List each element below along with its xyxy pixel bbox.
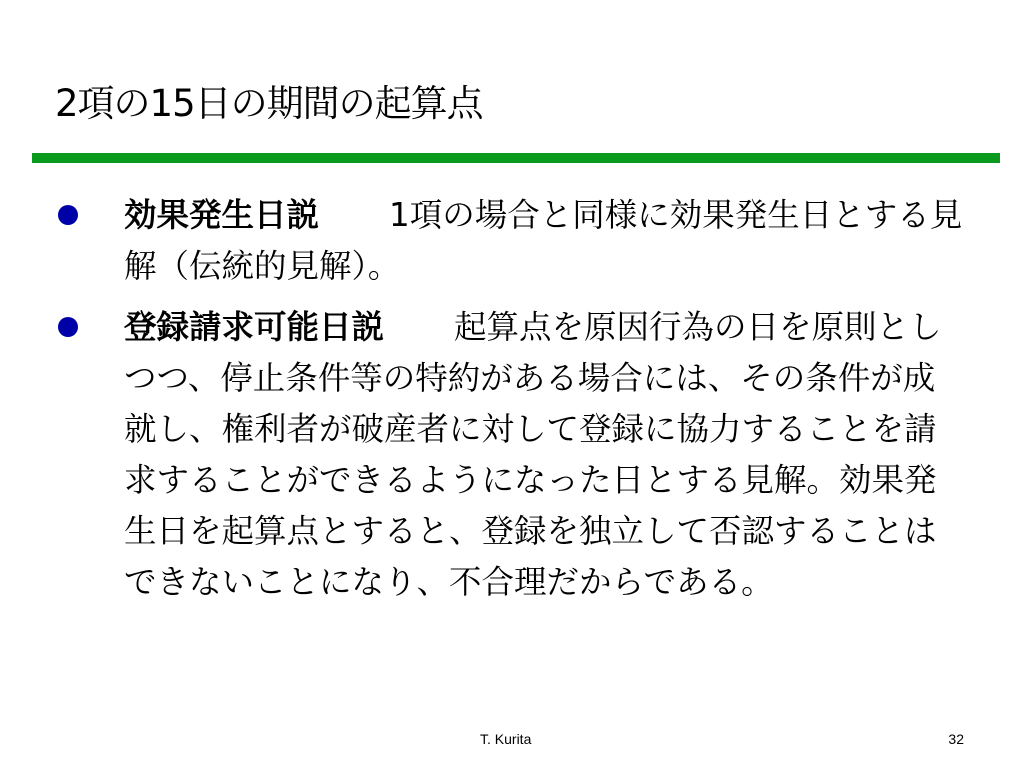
bullet-text: [124, 190, 964, 292]
bullet-description: 1項の場合と同様に効果発生日とする見解（伝統的見解）。: [124, 196, 963, 285]
slide-title: 2項の15日の期間の起算点: [55, 82, 483, 125]
bullet-dot-icon: [58, 205, 78, 225]
slide-body: [0, 190, 1024, 618]
footer-page-number: 32: [948, 731, 964, 747]
bullet-dot-icon: [58, 317, 78, 337]
bullet-term: 登録請求可能日説: [124, 308, 385, 346]
title-divider: [32, 153, 1000, 163]
footer-author: T. Kurita: [480, 731, 532, 747]
bullet-description: 起算点を原因行為の日を原則としつつ、停止条件等の特約がある場合には、その条件が成就し、権利者が破産者に対して登録に協力することを請求することができるようになった日とする見解。効果発生日を起算点とすると、登録を独立して否認することはできないことになり、不合理だからである。: [124, 308, 942, 601]
bullet-item-registration-date: [124, 302, 964, 608]
bullet-text: [124, 302, 964, 608]
bullet-item-effect-date: [124, 190, 964, 292]
bullet-term: 効果発生日説: [124, 196, 320, 234]
